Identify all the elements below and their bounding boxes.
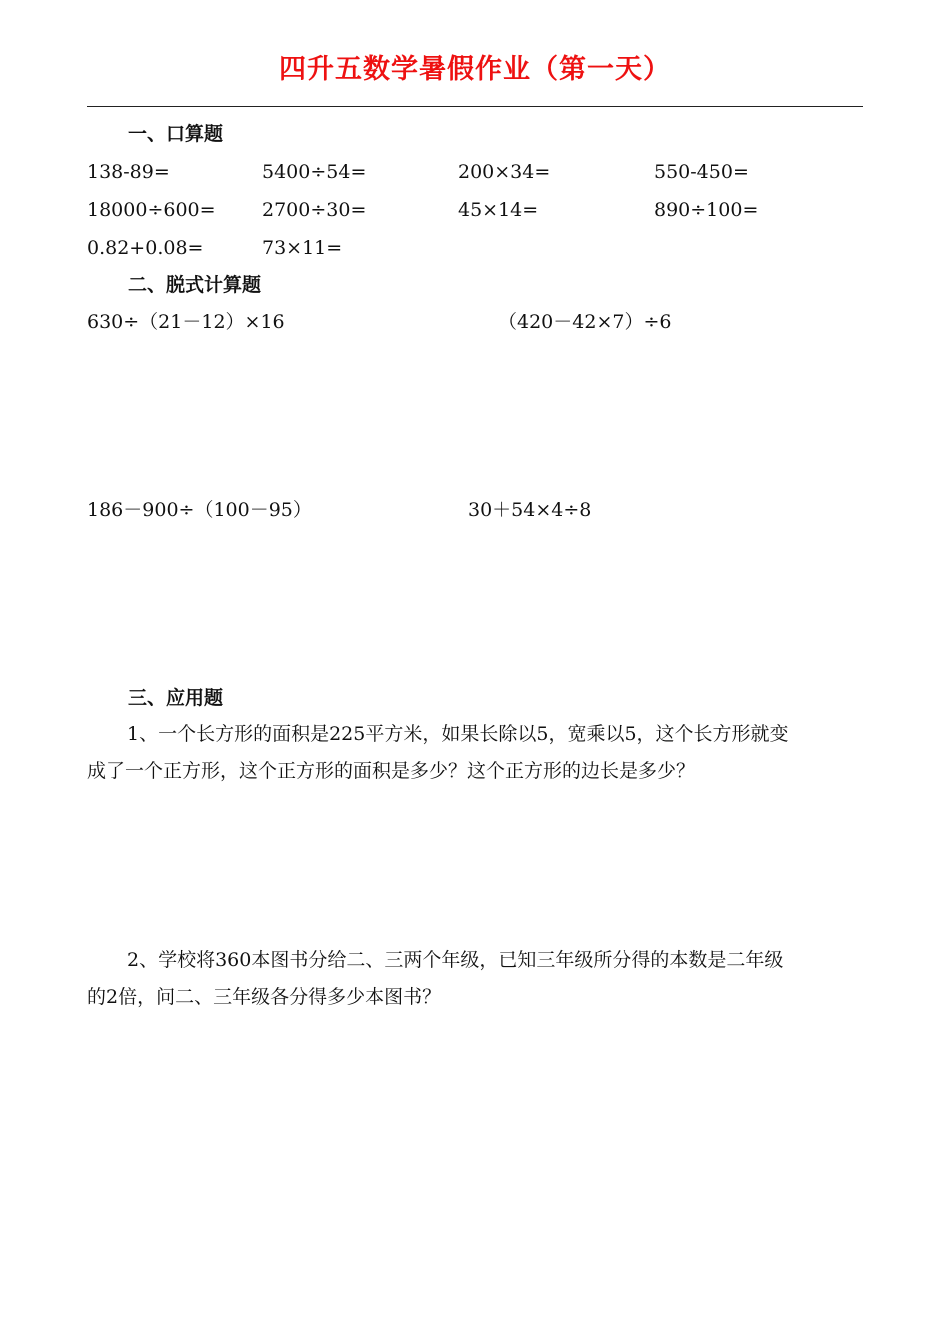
word-problem	[87, 942, 863, 1016]
oral-problem: 890÷100=	[654, 199, 759, 221]
word-problem	[87, 716, 863, 790]
calculation-problem: 186－900÷（100－95）	[87, 499, 312, 521]
calculation-problem: 630÷（21－12）×16	[87, 311, 285, 333]
calculation-problem: （420－42×7）÷6	[498, 311, 672, 333]
oral-problem: 5400÷54=	[262, 161, 367, 183]
word-problem-line: 2、学校将360本图书分给二、三两个年级，已知三年级所分得的本数是二年级	[127, 949, 784, 971]
word-problem-line: 1、一个长方形的面积是225平方米，如果长除以5，宽乘以5，这个长方形就变	[127, 723, 789, 745]
oral-problem: 200×34=	[458, 161, 551, 183]
section-heading-calculation: 二、脱式计算题	[128, 274, 262, 296]
oral-problem: 138-89=	[87, 161, 170, 183]
oral-problem: 550-450=	[654, 161, 749, 183]
word-problem-line: 的2倍，问二、三年级各分得多少本图书？	[87, 986, 442, 1008]
title-divider	[87, 106, 863, 107]
page-title: 四升五数学暑假作业（第一天）	[279, 54, 671, 85]
oral-problem: 2700÷30=	[262, 199, 367, 221]
calculation-problem: 30＋54×4÷8	[468, 499, 592, 521]
section-heading-application: 三、应用题	[128, 687, 224, 709]
section-heading-oral: 一、口算题	[128, 123, 224, 145]
word-problem-line: 成了一个正方形，这个正方形的面积是多少？这个正方形的边长是多少？	[87, 760, 696, 782]
oral-problem: 0.82+0.08=	[87, 237, 204, 259]
oral-problem: 45×14=	[458, 199, 539, 221]
oral-problem: 18000÷600=	[87, 199, 216, 221]
oral-problem: 73×11=	[262, 237, 343, 259]
